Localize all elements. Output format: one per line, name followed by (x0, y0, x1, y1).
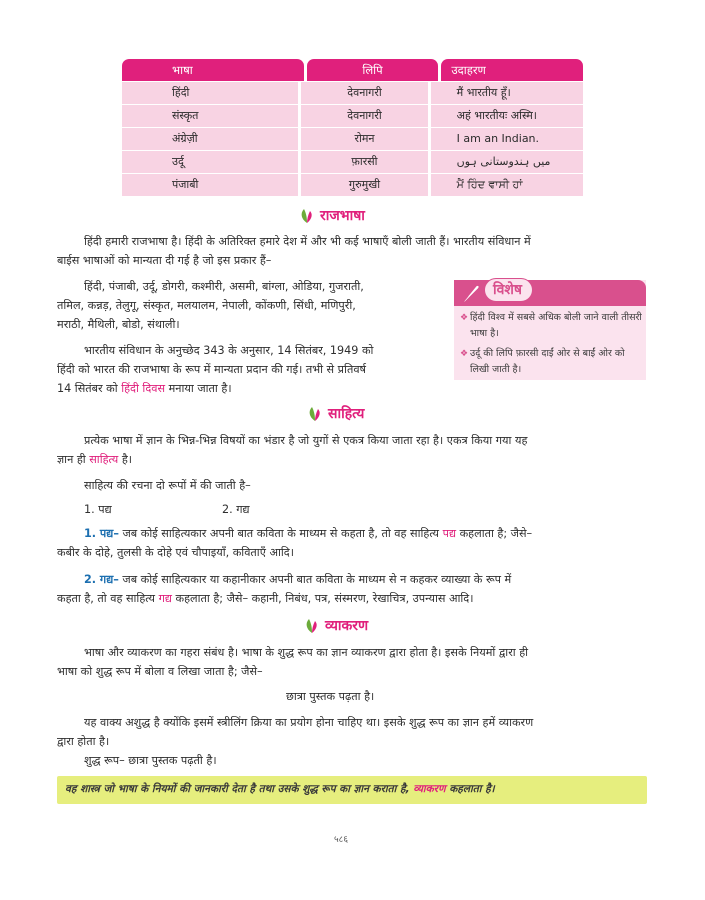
hindi-diwas-highlight: हिंदी दिवस (121, 382, 166, 395)
table-row (122, 128, 583, 150)
vyakaran-para-line-2: भाषा को शुद्ध रूप में बोला व लिखा जाता है; जैसे– (57, 665, 263, 678)
text-span: कहता है, तो वह साहित्य (57, 592, 159, 605)
gadya-highlight: गद्य (158, 592, 172, 605)
vishesh-item-text: हिंदी विश्व में सबसे अधिक बोली जाने वाली तीसरी भाषा है। (470, 312, 642, 339)
cell-language: अंग्रेज़ी (122, 128, 298, 150)
header-language: भाषा (122, 59, 304, 81)
diamond-bullet-icon: ❖ (460, 313, 469, 323)
cell-script: देवनागरी (301, 82, 427, 104)
vishesh-header-band (454, 280, 646, 306)
form-type-1: 1. पद्य (84, 503, 112, 516)
incorrect-example: छात्रा पुस्तक पढ़ता है। (286, 690, 375, 703)
vishesh-note-box (454, 280, 646, 380)
vishesh-item-text: उर्दू की लिपि फ़ारसी दाईं ओर से बाईं ओर को लिखी जाती है। (470, 348, 625, 375)
table-header-row (122, 59, 583, 81)
text-span: कहलाता है; जैसे– (456, 527, 533, 540)
cell-script: देवनागरी (301, 105, 427, 127)
languages-line-3: मराठी, मैथिली, बोडो, संथाली। (57, 318, 180, 331)
rajbhasha-intro-line-1: हिंदी हमारी राजभाषा है। हिंदी के अतिरिक्त हमारे देश में और भी कई भाषाएँ बोली जाती हैं। भारतीय संविधान में (84, 235, 531, 248)
sahitya-para-line-2 (57, 450, 132, 469)
text-span: कहलाता है; जैसे– कहानी, निबंध, पत्र, संस्मरण, रेखाचित्र, उपन्यास आदि। (171, 592, 474, 605)
table-row (122, 105, 583, 127)
section-title: राजभाषा (320, 208, 365, 224)
form-type-2: 2. गद्य (222, 503, 250, 516)
languages-line-2: तमिल, कन्नड़, तेलुगू, संस्कृत, मलयालम, नेपाली, कोंकणी, सिंधी, मणिपुरी, (57, 299, 356, 312)
cell-script: गुरुमुखी (301, 174, 427, 196)
text-span: कहलाता है। (445, 783, 495, 795)
padya-line-1 (84, 524, 532, 543)
page-number: ५८६ (334, 835, 349, 845)
gadya-label: 2. गद्य– (84, 573, 119, 586)
cell-language: उर्दू (122, 151, 298, 173)
header-script: लिपि (307, 59, 439, 81)
article-line-1: भारतीय संविधान के अनुच्छेद 343 के अनुसार, 14 सितंबर, 1949 को (84, 344, 374, 357)
section-title: साहित्य (328, 406, 365, 422)
cell-example: मैं भारतीय हूँ। (431, 82, 583, 104)
leaf-icon (298, 207, 316, 225)
language-script-table (122, 59, 583, 197)
cell-language: हिंदी (122, 82, 298, 104)
section-title: व्याकरण (325, 618, 369, 634)
text-span: जब कोई साहित्यकार या कहानीकार अपनी बात कविता के माध्यम से न कहकर व्याख्या के रूप में (118, 573, 512, 586)
cell-example: I am an Indian. (431, 128, 583, 150)
table-row (122, 174, 583, 196)
padya-line-2: कबीर के दोहे, तुलसी के दोहे एवं चौपाइयाँ, कविताएँ आदि। (57, 546, 294, 559)
leaf-icon (303, 617, 321, 635)
table-row (122, 151, 583, 173)
vyakaran-explain-line-1: यह वाक्य अशुद्ध है क्योंकि इसमें स्त्रीलिंग क्रिया का प्रयोग होना चाहिए था। इसके शुद्ध रूप का ज्ञान हमें व्याकरण (84, 716, 534, 729)
section-heading-sahitya (306, 404, 364, 423)
list-item (460, 310, 644, 342)
vyakaran-para-line-1: भाषा और व्याकरण का गहरा संबंध है। भाषा के शुद्ध रूप का ज्ञान व्याकरण द्वारा होता है। इसके नियमों द्वारा ही (84, 646, 529, 659)
list-item (460, 346, 644, 378)
padya-highlight: पद्य (442, 527, 457, 540)
sahitya-para-line-1: प्रत्येक भाषा में ज्ञान के भिन्न-भिन्न विषयों का भंडार है जो युगों से एकत्र किया जाता रहा है। एकत्र किया गया यह (84, 434, 528, 447)
sahitya-forms-intro: साहित्य की रचना दो रूपों में की जाती है– (84, 479, 251, 492)
table-row (122, 82, 583, 104)
text-span: जब कोई साहित्यकार अपनी बात कविता के माध्यम से कहता है, तो वह साहित्य (118, 527, 443, 540)
section-heading-rajbhasha (298, 206, 365, 225)
header-example: उदाहरण (441, 59, 583, 81)
cell-example: ਮੈਂ ਹਿੰਦ ਵਾਸੀ ਹਾਂ (431, 174, 583, 196)
definition-band (57, 776, 647, 804)
languages-line-1: हिंदी, पंजाबी, उर्दू, डोगरी, कश्मीरी, असमी, बांग्ला, ओडिया, गुजराती, (84, 280, 364, 293)
text-span: ज्ञान ही (57, 453, 90, 466)
vishesh-list (460, 310, 644, 382)
cell-script: रोमन (301, 128, 427, 150)
gadya-line-2 (57, 589, 473, 608)
cell-script: फ़ारसी (301, 151, 427, 173)
cell-example: میں ہندوستانی ہوں (431, 151, 583, 173)
definition-text (65, 782, 495, 796)
correct-form: शुद्ध रूप– छात्रा पुस्तक पढ़ती है। (84, 754, 217, 767)
rajbhasha-intro-line-2: बाईस भाषाओं को मान्यता दी गई है जो इस प्रकार हैं– (57, 254, 272, 267)
article-line-2: हिंदी को भारत की राजभाषा के रूप में मान्यता प्रदान की गई। तभी से प्रतिवर्ष (57, 363, 367, 376)
article-line-3 (57, 379, 232, 398)
leaf-icon (306, 405, 324, 423)
vishesh-title: विशेष (484, 278, 533, 302)
cell-language: संस्कृत (122, 105, 298, 127)
sahitya-highlight: साहित्य (89, 453, 119, 466)
text-span: है। (118, 453, 133, 466)
text-span: 14 सितंबर को (57, 382, 122, 395)
padya-label: 1. पद्य– (84, 527, 119, 540)
text-span: मनाया जाता है। (165, 382, 232, 395)
gadya-line-1 (84, 570, 511, 589)
cell-language: पंजाबी (122, 174, 298, 196)
feather-pen-icon (460, 282, 482, 304)
cell-example: अहं भारतीयः अस्मि। (431, 105, 583, 127)
vyakaran-explain-line-2: द्वारा होता है। (57, 735, 110, 748)
section-heading-vyakaran (303, 616, 368, 635)
vyakaran-highlight: व्याकरण (413, 783, 446, 795)
text-span: वह शास्त्र जो भाषा के नियमों की जानकारी देता है तथा उसके शुद्ध रूप का ज्ञान कराता है, (65, 783, 414, 795)
diamond-bullet-icon: ❖ (460, 349, 469, 359)
